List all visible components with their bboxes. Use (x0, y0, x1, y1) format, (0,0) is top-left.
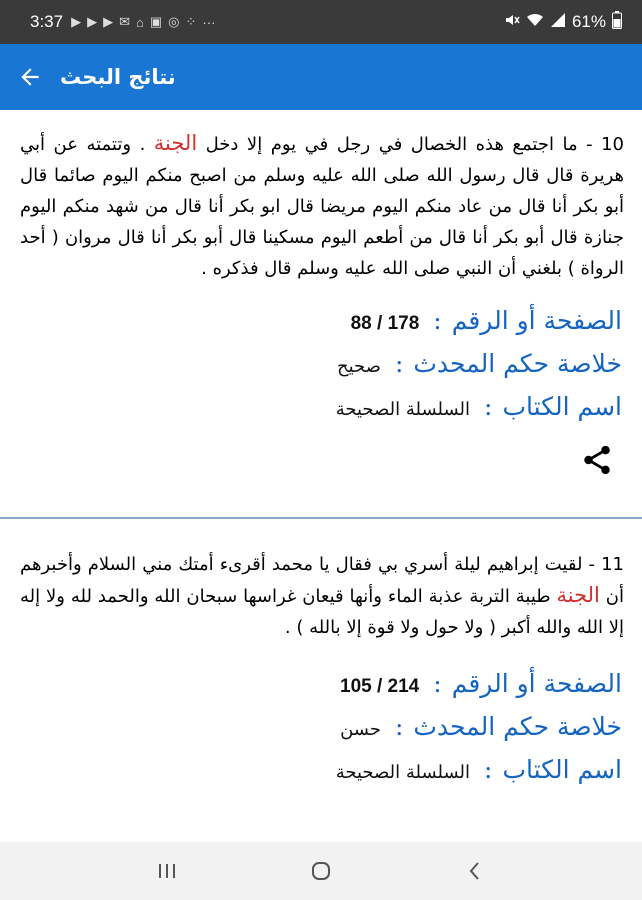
hadith-text-part: . وتتمته عن أبي هريرة قال قال رسول الله صلى الله عليه وسلم من اصبح منكم اليوم صائما قال أبو بكر أنا قال من عاد منكم اليوم مريضا قال ابو بكر أنا قال من شهد منكم اليوم جنازة قال أبو بكر أنا قال من أطعم اليوم مسكينا قال أبو بكر أنا قال مروان ( أحد الرواة ) بلغني أن النبي صلى الله عليه وسلم قال فذكره . (20, 134, 624, 279)
grade-row (20, 712, 622, 755)
search-highlight: الجنة (556, 583, 600, 607)
book-row (20, 392, 622, 435)
book-row (20, 755, 622, 798)
status-right (504, 11, 622, 34)
instagram-icon: ◎ (168, 14, 180, 29)
colon: : (433, 306, 442, 335)
wifi-icon (526, 12, 544, 33)
home-button[interactable] (301, 851, 341, 891)
back-nav-button[interactable] (455, 851, 495, 891)
share-row (20, 435, 624, 489)
book-value: السلسلة الصحيحة (335, 399, 471, 420)
battery-percent: 61% (571, 12, 606, 31)
signal-icon (550, 12, 566, 33)
result-card (0, 110, 642, 489)
youtube-icon: ▶ (103, 14, 114, 29)
youtube-icon: ▶ (71, 14, 82, 29)
result-card (0, 519, 642, 798)
battery-icon (612, 11, 622, 34)
hadith-meta (20, 669, 624, 798)
colon: : (484, 392, 493, 421)
colon: : (394, 349, 404, 378)
chevron-left-icon (465, 860, 485, 882)
status-left (30, 12, 215, 32)
home-icon: ⌂ (136, 14, 144, 30)
grade-value: حسن (340, 719, 381, 740)
grade-label: خلاصة حكم المحدث (413, 349, 622, 378)
notification-icons (71, 14, 215, 30)
hadith-text-part: 10 - ما اجتمع هذه الخصال في رجل في يوم إلا دخل (197, 134, 624, 155)
recent-apps-button[interactable] (147, 851, 187, 891)
system-nav-bar (0, 842, 642, 900)
page-title: نتائج البحث (60, 65, 176, 89)
share-button[interactable] (580, 443, 614, 481)
grade-row (20, 349, 622, 392)
page-number-row (20, 669, 622, 712)
colon: : (394, 712, 404, 741)
hadith-text-part: طيبة التربة عذبة الماء وأنها قيعان غراسها سبحان الله والحمد لله ولا إله إلا الله والله أكبر ( ولا حول ولا قوة إلا بالله ) . (20, 586, 624, 638)
mail-icon: ✉ (119, 14, 130, 29)
hadith-text (20, 549, 624, 643)
youtube-icon: ▶ (87, 14, 98, 29)
status-time: 3:37 (30, 12, 64, 31)
hadith-meta (20, 306, 624, 435)
page-number-row (20, 306, 622, 349)
colon: : (484, 755, 493, 784)
status-bar (0, 0, 642, 44)
page-number-label: الصفحة أو الرقم (451, 306, 622, 335)
home-circle-icon (310, 860, 332, 882)
app-icon: ▣ (149, 14, 163, 29)
page-number-value: 88 / 178 (350, 313, 420, 334)
page-number-label: الصفحة أو الرقم (451, 669, 622, 698)
mute-icon (504, 12, 520, 33)
grid-icon: ⁘ (185, 14, 197, 29)
search-highlight: الجنة (153, 131, 198, 155)
page-number-value: 105 / 214 (340, 676, 420, 697)
grade-label: خلاصة حكم المحدث (413, 712, 622, 741)
grade-value: صحيح (336, 356, 381, 377)
more-notifications: ··· (202, 14, 216, 30)
arrow-left-icon (17, 64, 43, 90)
results-list[interactable] (0, 110, 642, 842)
book-label: اسم الكتاب (502, 392, 622, 421)
share-icon (580, 443, 614, 477)
hadith-text (20, 128, 624, 284)
book-label: اسم الكتاب (502, 755, 622, 784)
hadith-text-part: 11 - لقيت إبراهيم ليلة أسري بي فقال يا محمد أقرىء أمتك مني السلام وأخبرهم أن (20, 554, 624, 607)
book-value: السلسلة الصحيحة (335, 762, 471, 783)
recent-apps-icon (156, 861, 178, 881)
app-bar (0, 44, 642, 110)
back-button[interactable] (0, 44, 60, 110)
colon: : (433, 669, 442, 698)
